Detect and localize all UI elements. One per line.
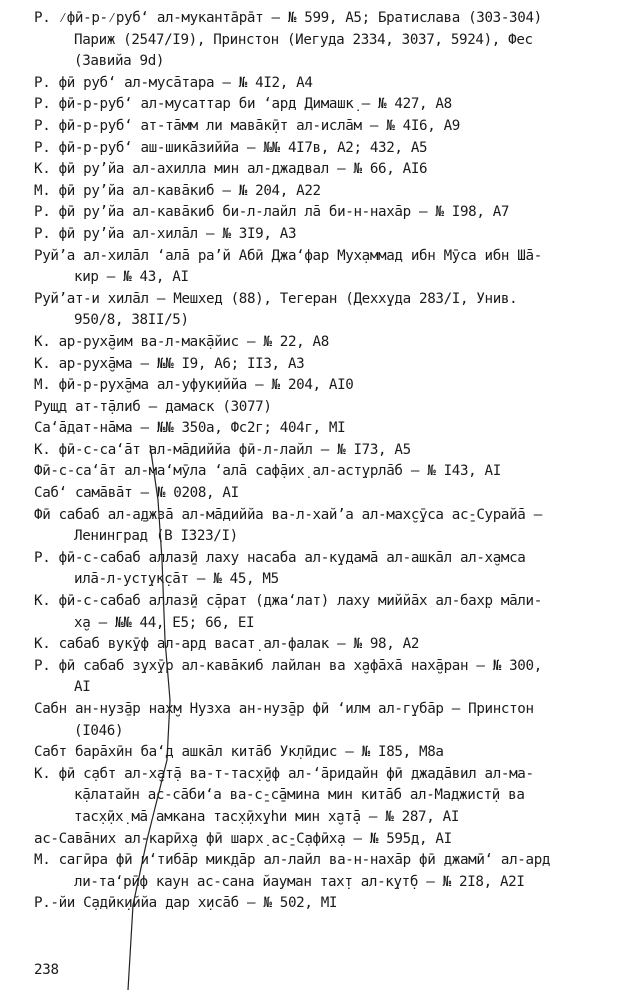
- entry-line: Фӣ-с-са‘āт ал-ма‘мӯла ‘алā саф̣āих̣ ал-аст̣урлāб – № I43, АI: [34, 463, 501, 480]
- entry-line: К. фӣ-с-са‘āт ал-мāдиййа фӣ-л-лайл – № I73, А5: [34, 441, 411, 458]
- entry-continuation-line: (Завийа 9d): [74, 53, 165, 70]
- entry-line: К. сабаб вук̣ӯф ал-ард васат̣ ал-фалак – № 98, А2: [34, 636, 420, 653]
- index-entry: [34, 699, 606, 742]
- entry-continuation-line: АI: [74, 679, 91, 696]
- index-entry: [34, 850, 606, 893]
- entry-line: Фӣ сабаб ал-а̱джзā ал-мāдиййа ва-л-хай’а ал-мах̮с̣ӯса ас̱-Сурайā –: [34, 506, 542, 523]
- entry-line: Са‘āдат-нāма – №№ 350а, Фс2г; 404г, МI: [34, 420, 346, 437]
- index-entry: [34, 548, 606, 591]
- entry-continuation-line: илā-л-уст̣ук̣сāт – № 45, М5: [74, 571, 279, 588]
- index-entry: [34, 829, 606, 851]
- index-entry: [34, 354, 606, 376]
- index-entry: [34, 893, 606, 915]
- document-text: [34, 8, 606, 915]
- entry-continuation-line: Ленинград (В I323/I): [74, 528, 238, 545]
- entry-line: Р. фӣ руб‘ ал-мусāтара – № 4I2, А4: [34, 74, 313, 91]
- entry-line: К. ар-рух̮āма – №№ I9, А6; II3, А3: [34, 355, 305, 372]
- entry-line: Руй’ат-и хилāл – Мешхед (88), Тегеран (Дехх̣уда 283/I, Унив.: [34, 290, 518, 307]
- entry-line: Руй’а ал-хилāл ‘алā ра’й Абӣ Джа‘фар Мух̣аммад ибн Мӯса ибн Шā-: [34, 247, 542, 264]
- entry-line: Р. фӣ-р-руб‘ ат-тāмм ли мавāк̣ӣт ал-ислāм – № 4I6, А9: [34, 117, 460, 134]
- entry-continuation-line: к̣āлатайн ас-сāби‘а ва-с̱-с̱āмина мин китāб ал-Маджист̣ӣ ва: [74, 787, 525, 804]
- entry-line: Р.-йи С̣адӣк̣иййа дар х̣исāб – № 502, МI: [34, 895, 338, 912]
- entry-continuation-line: тас̣х̣ӣх̣ мā амкана тас̣х̣ӣх̣уhи мин х̮ат̣ā – № 287, АI: [74, 808, 460, 825]
- entry-line: К. фӣ-с-сабаб аллаз̱ӣ с̣āрат (джа‘лат) лаху миййāх ал-бах̣р мāли-: [34, 593, 542, 610]
- index-entry: [34, 73, 606, 95]
- entry-line: Р. фӣ-с-сабаб аллаз̱ӣ лаху насаба ал-к̣удамā ал-ашкāл ал-х̮амса: [34, 549, 526, 566]
- entry-line: Р. ⁄фӣ-р-⁄руб‘ ал-муканта̄ра̄т – № 599, А5; Братислава (303-304): [34, 10, 542, 26]
- index-entry: [34, 8, 606, 73]
- index-entry: [34, 246, 606, 289]
- entry-line: Сабн ан-нуз̱āр нах̮м Нузха ан-нуз̱āр фӣ ‘илм ал-г̣убāр – Принстон: [34, 701, 534, 717]
- entry-line: Саб‘ самāвāт – № 0208, АI: [34, 485, 239, 502]
- index-entry: [34, 94, 606, 116]
- entry-continuation-line: кир – № 43, АI: [74, 269, 189, 286]
- index-entry: [34, 202, 606, 224]
- entry-line: Рущд ат-т̣āлиб – дамаск (3077): [34, 398, 272, 415]
- index-entry: [34, 742, 606, 764]
- index-entry: [34, 289, 606, 332]
- entry-continuation-line: Париж (2547/I9), Принстон (Иегуда 2334, 3037, 5924), Фес: [74, 31, 533, 48]
- entry-continuation-line: 950/8, 38II/5): [74, 312, 189, 329]
- index-entry: [34, 224, 606, 246]
- index-entry: [34, 461, 606, 483]
- entry-continuation-line: ли-та‘рӣф каун ас-сана йауман тах̣т ал-к̣ут̣б – № 2I8, А2I: [74, 873, 525, 890]
- index-entry: [34, 505, 606, 548]
- entry-line: Сабт барāхӣн ба‘д ашкāл китāб Ук̣лӣдис – № I85, М8а: [34, 744, 444, 761]
- entry-continuation-line: х̮а – №№ 44, Е5; 66, ЕI: [74, 614, 255, 631]
- index-entry: [34, 591, 606, 634]
- entry-continuation-line: (I046): [74, 722, 124, 739]
- entry-line: Р. фӣ ру’йа ал-кавāкиб би-л-лайл лā би-н-нахāр – № I98, А7: [34, 204, 510, 221]
- page-number: 238: [34, 962, 59, 978]
- index-entry: [34, 634, 606, 656]
- entry-line: М. сагӣра фӣ и‘тибāр мик̣дāр ал-лайл ва-н-нахāр фӣ джамӣ‘ ал-ард: [34, 852, 551, 869]
- index-entry: [34, 116, 606, 138]
- entry-line: ас-Савāних ал-карӣх̮а фӣ шарх̣ ас̱-С̣афӣх̣а – № 595д, АI: [34, 830, 452, 847]
- entry-line: М. фӣ-р-рух̮āма ал-уфук̣иййа – № 204, АI0: [34, 377, 354, 394]
- index-entry: [34, 656, 606, 699]
- index-entry: [34, 483, 606, 505]
- entry-line: М. фӣ ру’йа ал-кавāкиб – № 204, А22: [34, 182, 321, 199]
- entry-line: К. фӣ ру’йа ал-ахилла мин ал-джадвал – № 66, АI6: [34, 161, 428, 178]
- index-entry: [34, 440, 606, 462]
- index-entry: [34, 332, 606, 354]
- index-entry: [34, 181, 606, 203]
- index-entry: [34, 764, 606, 829]
- entry-line: К. фӣ с̣абт ал-х̮ат̣ā ва-т-тас̣х̮ӣф ал-‘āридайн фӣ джадāвил ал-ма-: [34, 765, 534, 782]
- entry-line: Р. фӣ-р-руб‘ аш-шикāзиййа – №№ 4I7в, А2; 432, А5: [34, 139, 428, 156]
- entry-line: Р. фӣ-р-руб‘ ал-мусаттар би ‘ард Димашк̣ – № 427, А8: [34, 96, 452, 113]
- index-entry: [34, 418, 606, 440]
- index-entry: [34, 159, 606, 181]
- index-entry: [34, 375, 606, 397]
- entry-line: Р. фӣ сабаб з̣ух̣ӯр ал-кавāкиб лайлан ва х̮афāхā нах̮āран – № 300,: [34, 657, 542, 674]
- entry-line: К. ар-рух̮āим ва-л-мак̣āйис – № 22, А8: [34, 333, 329, 350]
- entry-line: Р. фӣ ру’йа ал-хилāл – № 3I9, А3: [34, 225, 297, 242]
- index-entry: [34, 138, 606, 160]
- index-entry: [34, 397, 606, 419]
